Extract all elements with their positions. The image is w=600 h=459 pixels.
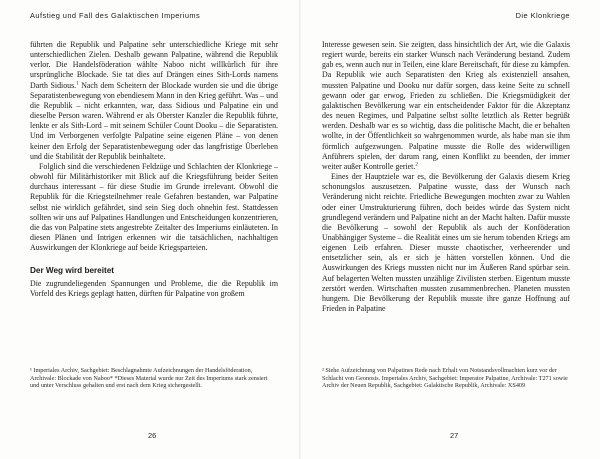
left-paragraph-2: Folglich sind die verschiedenen Feldzüge und Schlachten der Klonkriege – obwohl für Militärhistoriker mit Blick auf die Kriegsführung beider Seiten durchaus interessant – für diese Studie im Grunde irrelevant. Obwohl die Republik für die Kriegsteilnehmer reale Gefahren bestanden, war Palpatine selbst nie wirklich gefährdet, sind sein Sieg doch ohnehin fest. Stattdessen sollten wir uns auf Palpatines Handlungen und Entscheidungen konzentrieren, die das von Palpatine stets angestrebte Zeitalter des Imperiums einläuteten. In diesen Plänen und Intrigen erkennen wir die tatsächlichen, nachhaltigen Auswirkungen der Klonkriege auf beide Kriegsparteien. [30,161,278,253]
right-paragraph-2: Eines der Hauptziele war es, die Bevölkerung der Galaxis diesem Krieg schonungslos auszusetzen. Palpatine wusste, dass der Wunsch nach Veränderung nicht reichte. Friedliche Bewegungen mochten zwar zu Wahlen oder einer Umstrukturierung führen, doch beides würde das System nicht grundlegend verändern und Palpatine nicht an der Macht halten. Dafür musste die Bevölkerung – sowohl der Republik als auch der Konföderation Unabhängiger Systeme – die Realität eines um sie herum tobenden Kriegs am eigenen Leib erfahren. Dieser musste chaotischer, verheerender und entsetzlicher sein, als er sich je hätten vorstellen können. Und die Auswirkungen des Kriegs mussten nicht nur im Äußeren Rand spürbar sein. Auf belagerten Welten mussten unzählige Zivilisten sterben. Eigentum musste zerstört werden. Wirtschaften mussten zusammenbrechen. Planeten mussten hungern. Die Bevölkerung der Republik musste ihre ganze Hoffnung auf Frieden in Palpatine [322,172,570,314]
page-number-left: 26 [148,431,157,440]
right-body-text [322,40,570,314]
right-footnotes [322,367,570,391]
right-paragraph-1-text: Interesse gewesen sein. Sie zeigten, dass hinsichtlich der Art, wie die Galaxis regiert wurde, bereits ein starker Wunsch nach Veränderung bestand. Zudem gab es, wenn auch nur in Teilen, eine klare Bereitschaft, für diese zu kämpfen. Da Republik wie auch Separatisten den Krieg als existenziell ansahen, mussten Palpatine und Dooku nur dafür sorgen, dass keine Seite zu schnell gewann oder gar erwog, Frieden zu schließen. Die Kriegsmüdigkeit der galaktischen Bevölkerung war ein entscheidender Faktor für die Akzeptanz des neuen Regimes, und Palpatine selbst sollte letztlich als Retter begrüßt werden. Deshalb war es so wichtig, dass die politische Macht, die er behalten wollte, in der Öffentlichkeit so wahrgenommen wurde, als habe man sie ihm förmlich aufgezwungen. Palpatine musste die Rolle des widerwilligen Anführers spielen, der darum rang, einen Konflikt zu beenden, der immer weiter außer Kontrolle geriet. [322,40,570,171]
footnote-2: ² Siehe Aufzeichnung von Palpatines Rede nach Erhalt von Notstandsvollmachten kurz vor der Schlacht von Geonosis. Imperiales Archiv, Sachgebiet: Imperator Palpatine, Archivale: T271 sowie Archiv der Neuen Republik, Sachgebiet: Galaktische Republik, Archivale: XS409 [322,367,568,390]
right-page [300,0,600,459]
page-number-right: 27 [450,431,459,440]
section-heading: Der Weg wird bereitet [30,266,115,276]
left-paragraph-3: Die zugrundeliegenden Spannungen und Probleme, die die Republik im Vorfeld des Kriegs geplagt hatten, dürften für Palpatine von großem [30,279,278,299]
left-paragraph-1-text: führten die Republik und Palpatine sehr unterschiedliche Kriege mit sehr unterschiedlichen Zielen. Deshalb gewann Palpatine, während die Republik verlor. Die Handelsföderation wählte Naboo nicht willkürlich für ihre ursprüngliche Blockade. Sie tat dies auf Drängen eines Sith-Lords namens Darth Sidious. [30,40,278,90]
running-head-left: Aufstieg und Fall des Galaktischen Imperiums [30,11,201,20]
left-footnotes [30,367,278,391]
footnote-1: ¹ Imperiales Archiv, Sachgebiet: Beschlagnahmte Aufzeichnungen der Handelsföderation, Archivale: Blockade von Naboo* *Dieses Material wurde nur Zeit des Imperiums stark zensiert und unter Verschluss gehalten und erst nach dem Krieg sichergestellt. [30,367,268,390]
left-body-text [30,40,278,300]
left-paragraph-1 [30,40,278,162]
footnote-ref-2[interactable]: 2 [415,162,418,168]
footnote-ref-1[interactable]: 1 [76,81,79,86]
left-paragraph-1-cont: Nach dem Scheitern der Blockade wurden sie und die übrige Separatistenbewegung von ebendiesem Mann in den Krieg geführt. Was – und die Republik – nicht erkannten, war, dass Sidious und Palpatine ein und dieselbe Person waren. Während er als Oberster Kanzler die Republik führte, lenkte er als Sith-Lord – mit seinem Schüler Count Dooku – die Separatisten. Und im Verborgenen verfolgte Palpatine seine eigenen Pläne – von denen keiner den Erfolg der Separatistenbewegung oder das langfristige Überleben und die Stabilität der Republik beinhaltete. [30,80,278,161]
running-head-right: Die Klonkriege [515,11,570,20]
right-paragraph-1 [322,40,570,172]
